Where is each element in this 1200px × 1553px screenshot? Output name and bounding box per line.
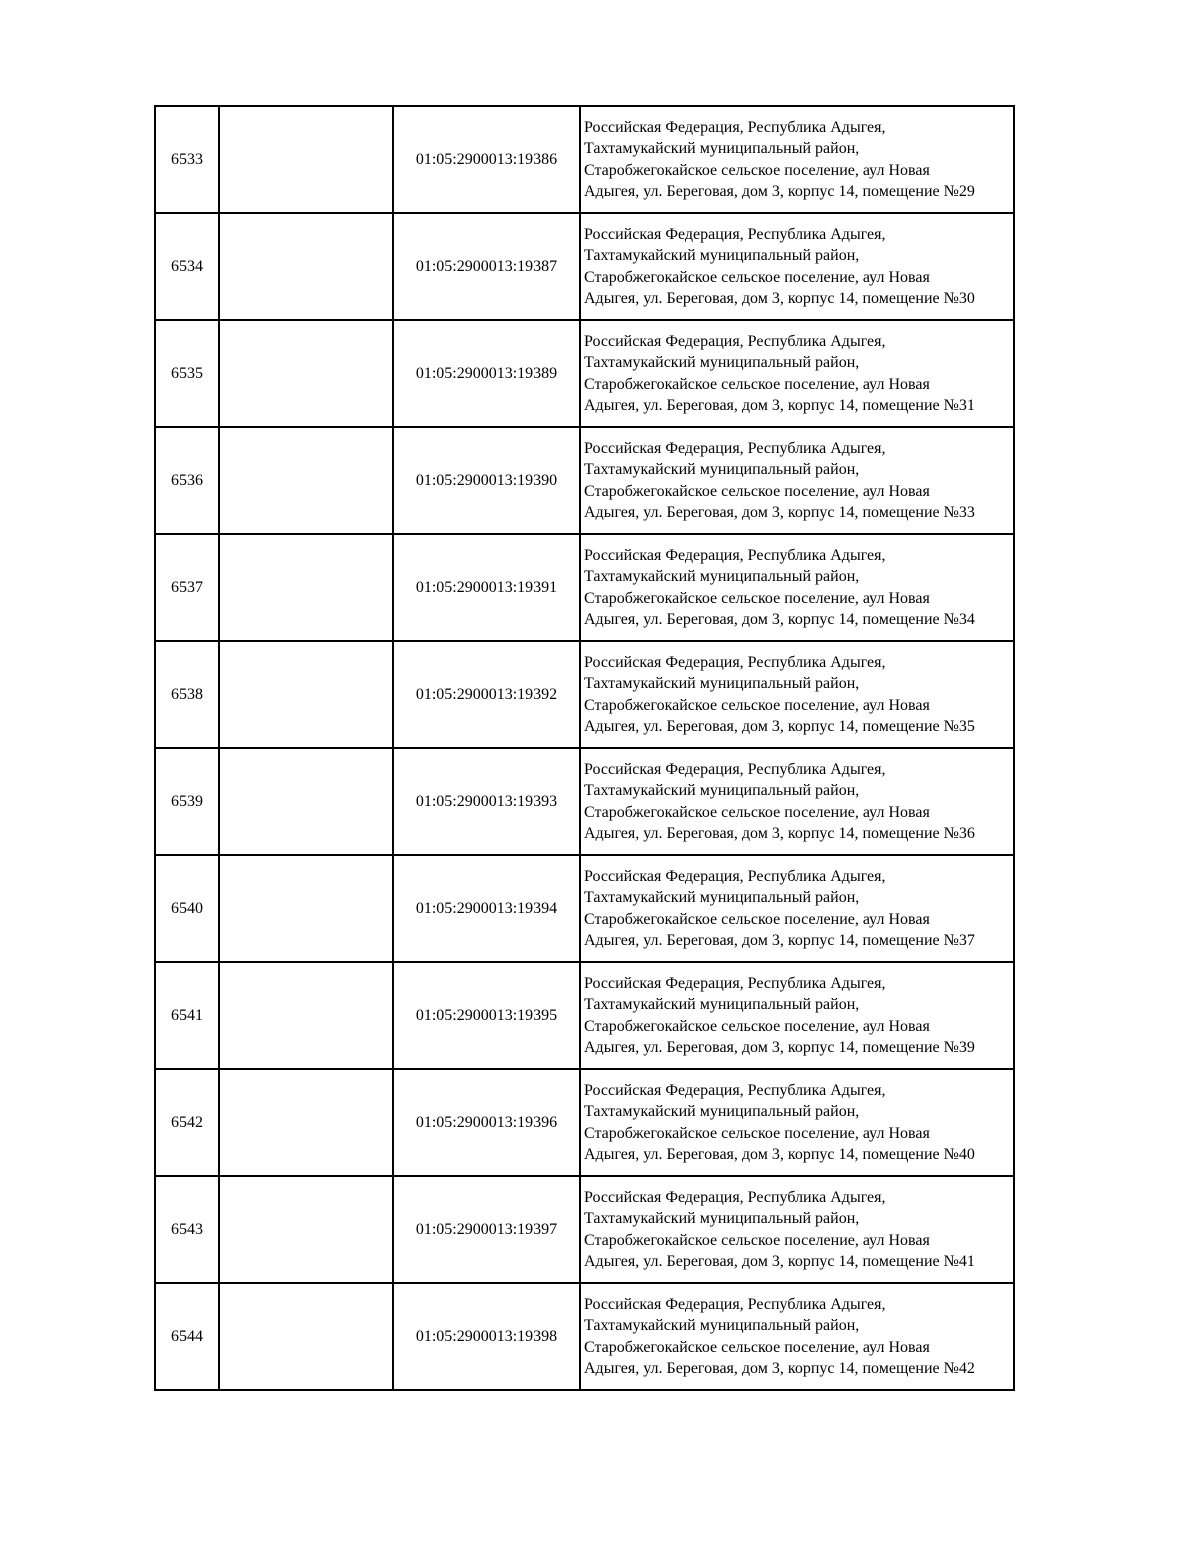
address-line: Старобжегокайское сельское поселение, аул Новая xyxy=(584,482,930,500)
cadastral-number-cell: 01:05:2900013:19392 xyxy=(393,641,580,748)
row-number-cell: 6540 xyxy=(155,855,219,962)
address-line: Старобжегокайское сельское поселение, аул Новая xyxy=(584,803,930,821)
cadastral-number-cell: 01:05:2900013:19390 xyxy=(393,427,580,534)
table-row xyxy=(155,1283,1014,1390)
cadastral-number-cell: 01:05:2900013:19398 xyxy=(393,1283,580,1390)
address-cell xyxy=(580,1069,1014,1176)
address-line: Российская Федерация, Республика Адыгея, xyxy=(584,1295,886,1313)
cadastral-number-cell: 01:05:2900013:19397 xyxy=(393,1176,580,1283)
address-line: Старобжегокайское сельское поселение, аул Новая xyxy=(584,268,930,286)
address-line: Адыгея, ул. Береговая, дом 3, корпус 14, помещение №34 xyxy=(584,611,975,628)
address-cell xyxy=(580,1283,1014,1390)
address-line: Тахтамукайский муниципальный район, xyxy=(584,675,860,692)
address-cell xyxy=(580,962,1014,1069)
row-number-cell: 6535 xyxy=(155,320,219,427)
empty-cell xyxy=(219,1069,393,1176)
empty-cell xyxy=(219,534,393,641)
table-row xyxy=(155,320,1014,427)
table-row xyxy=(155,962,1014,1069)
address-line: Тахтамукайский муниципальный район, xyxy=(584,1317,860,1334)
address-cell xyxy=(580,213,1014,320)
cadastral-number-cell: 01:05:2900013:19389 xyxy=(393,320,580,427)
empty-cell xyxy=(219,1283,393,1390)
address-line: Российская Федерация, Республика Адыгея, xyxy=(584,118,886,136)
table-row xyxy=(155,213,1014,320)
address-cell xyxy=(580,1176,1014,1283)
address-line: Тахтамукайский муниципальный район, xyxy=(584,568,860,585)
row-number-cell: 6539 xyxy=(155,748,219,855)
address-line: Тахтамукайский муниципальный район, xyxy=(584,461,860,478)
empty-cell xyxy=(219,855,393,962)
address-line: Тахтамукайский муниципальный район, xyxy=(584,1210,860,1227)
address-line: Российская Федерация, Республика Адыгея, xyxy=(584,546,886,564)
cadastral-number-cell: 01:05:2900013:19391 xyxy=(393,534,580,641)
address-line: Старобжегокайское сельское поселение, аул Новая xyxy=(584,161,930,179)
address-line: Российская Федерация, Республика Адыгея, xyxy=(584,867,886,885)
address-line: Тахтамукайский муниципальный район, xyxy=(584,996,860,1013)
cadastral-number-cell: 01:05:2900013:19387 xyxy=(393,213,580,320)
address-line: Тахтамукайский муниципальный район, xyxy=(584,354,860,371)
address-line: Российская Федерация, Республика Адыгея, xyxy=(584,760,886,778)
row-number-cell: 6538 xyxy=(155,641,219,748)
row-number-cell: 6541 xyxy=(155,962,219,1069)
table-row xyxy=(155,855,1014,962)
address-cell xyxy=(580,855,1014,962)
address-cell xyxy=(580,641,1014,748)
cadastral-number-cell: 01:05:2900013:19386 xyxy=(393,106,580,213)
address-line: Российская Федерация, Республика Адыгея, xyxy=(584,653,886,671)
row-number-cell: 6542 xyxy=(155,1069,219,1176)
cadastral-number-cell: 01:05:2900013:19393 xyxy=(393,748,580,855)
registry-table-body xyxy=(155,106,1014,1390)
address-line: Старобжегокайское сельское поселение, аул Новая xyxy=(584,1017,930,1035)
address-line: Российская Федерация, Республика Адыгея, xyxy=(584,439,886,457)
address-line: Адыгея, ул. Береговая, дом 3, корпус 14, помещение №30 xyxy=(584,290,975,307)
address-line: Адыгея, ул. Береговая, дом 3, корпус 14, помещение №29 xyxy=(584,183,975,200)
row-number-cell: 6544 xyxy=(155,1283,219,1390)
address-line: Российская Федерация, Республика Адыгея, xyxy=(584,332,886,350)
address-line: Российская Федерация, Республика Адыгея, xyxy=(584,974,886,992)
address-line: Адыгея, ул. Береговая, дом 3, корпус 14, помещение №40 xyxy=(584,1146,975,1163)
empty-cell xyxy=(219,106,393,213)
table-row xyxy=(155,748,1014,855)
property-registry-table xyxy=(154,105,1015,1391)
address-line: Адыгея, ул. Береговая, дом 3, корпус 14, помещение №41 xyxy=(584,1253,975,1270)
empty-cell xyxy=(219,1176,393,1283)
address-line: Старобжегокайское сельское поселение, аул Новая xyxy=(584,1124,930,1142)
address-line: Старобжегокайское сельское поселение, аул Новая xyxy=(584,375,930,393)
row-number-cell: 6536 xyxy=(155,427,219,534)
row-number-cell: 6533 xyxy=(155,106,219,213)
address-line: Адыгея, ул. Береговая, дом 3, корпус 14, помещение №35 xyxy=(584,718,975,735)
address-line: Адыгея, ул. Береговая, дом 3, корпус 14, помещение №31 xyxy=(584,397,975,414)
address-line: Адыгея, ул. Береговая, дом 3, корпус 14, помещение №33 xyxy=(584,504,975,521)
address-cell xyxy=(580,427,1014,534)
address-cell xyxy=(580,748,1014,855)
address-line: Адыгея, ул. Береговая, дом 3, корпус 14, помещение №42 xyxy=(584,1360,975,1377)
address-cell xyxy=(580,106,1014,213)
address-line: Тахтамукайский муниципальный район, xyxy=(584,1103,860,1120)
empty-cell xyxy=(219,213,393,320)
address-line: Старобжегокайское сельское поселение, аул Новая xyxy=(584,589,930,607)
cadastral-number-cell: 01:05:2900013:19395 xyxy=(393,962,580,1069)
table-row xyxy=(155,1069,1014,1176)
table-row xyxy=(155,427,1014,534)
address-line: Тахтамукайский муниципальный район, xyxy=(584,140,860,157)
address-line: Адыгея, ул. Береговая, дом 3, корпус 14, помещение №39 xyxy=(584,1039,975,1056)
row-number-cell: 6534 xyxy=(155,213,219,320)
address-line: Старобжегокайское сельское поселение, аул Новая xyxy=(584,910,930,928)
address-line: Российская Федерация, Республика Адыгея, xyxy=(584,1081,886,1099)
cadastral-number-cell: 01:05:2900013:19394 xyxy=(393,855,580,962)
empty-cell xyxy=(219,962,393,1069)
address-line: Тахтамукайский муниципальный район, xyxy=(584,782,860,799)
empty-cell xyxy=(219,748,393,855)
address-line: Российская Федерация, Республика Адыгея, xyxy=(584,225,886,243)
empty-cell xyxy=(219,641,393,748)
table-row xyxy=(155,106,1014,213)
address-line: Адыгея, ул. Береговая, дом 3, корпус 14, помещение №37 xyxy=(584,932,975,949)
address-line: Старобжегокайское сельское поселение, аул Новая xyxy=(584,1231,930,1249)
table-row xyxy=(155,534,1014,641)
row-number-cell: 6537 xyxy=(155,534,219,641)
empty-cell xyxy=(219,320,393,427)
table-row xyxy=(155,1176,1014,1283)
cadastral-number-cell: 01:05:2900013:19396 xyxy=(393,1069,580,1176)
address-cell xyxy=(580,534,1014,641)
address-line: Российская Федерация, Республика Адыгея, xyxy=(584,1188,886,1206)
address-line: Тахтамукайский муниципальный район, xyxy=(584,247,860,264)
address-line: Старобжегокайское сельское поселение, аул Новая xyxy=(584,1338,930,1356)
table-row xyxy=(155,641,1014,748)
address-line: Старобжегокайское сельское поселение, аул Новая xyxy=(584,696,930,714)
row-number-cell: 6543 xyxy=(155,1176,219,1283)
address-line: Тахтамукайский муниципальный район, xyxy=(584,889,860,906)
address-cell xyxy=(580,320,1014,427)
empty-cell xyxy=(219,427,393,534)
address-line: Адыгея, ул. Береговая, дом 3, корпус 14, помещение №36 xyxy=(584,825,975,842)
